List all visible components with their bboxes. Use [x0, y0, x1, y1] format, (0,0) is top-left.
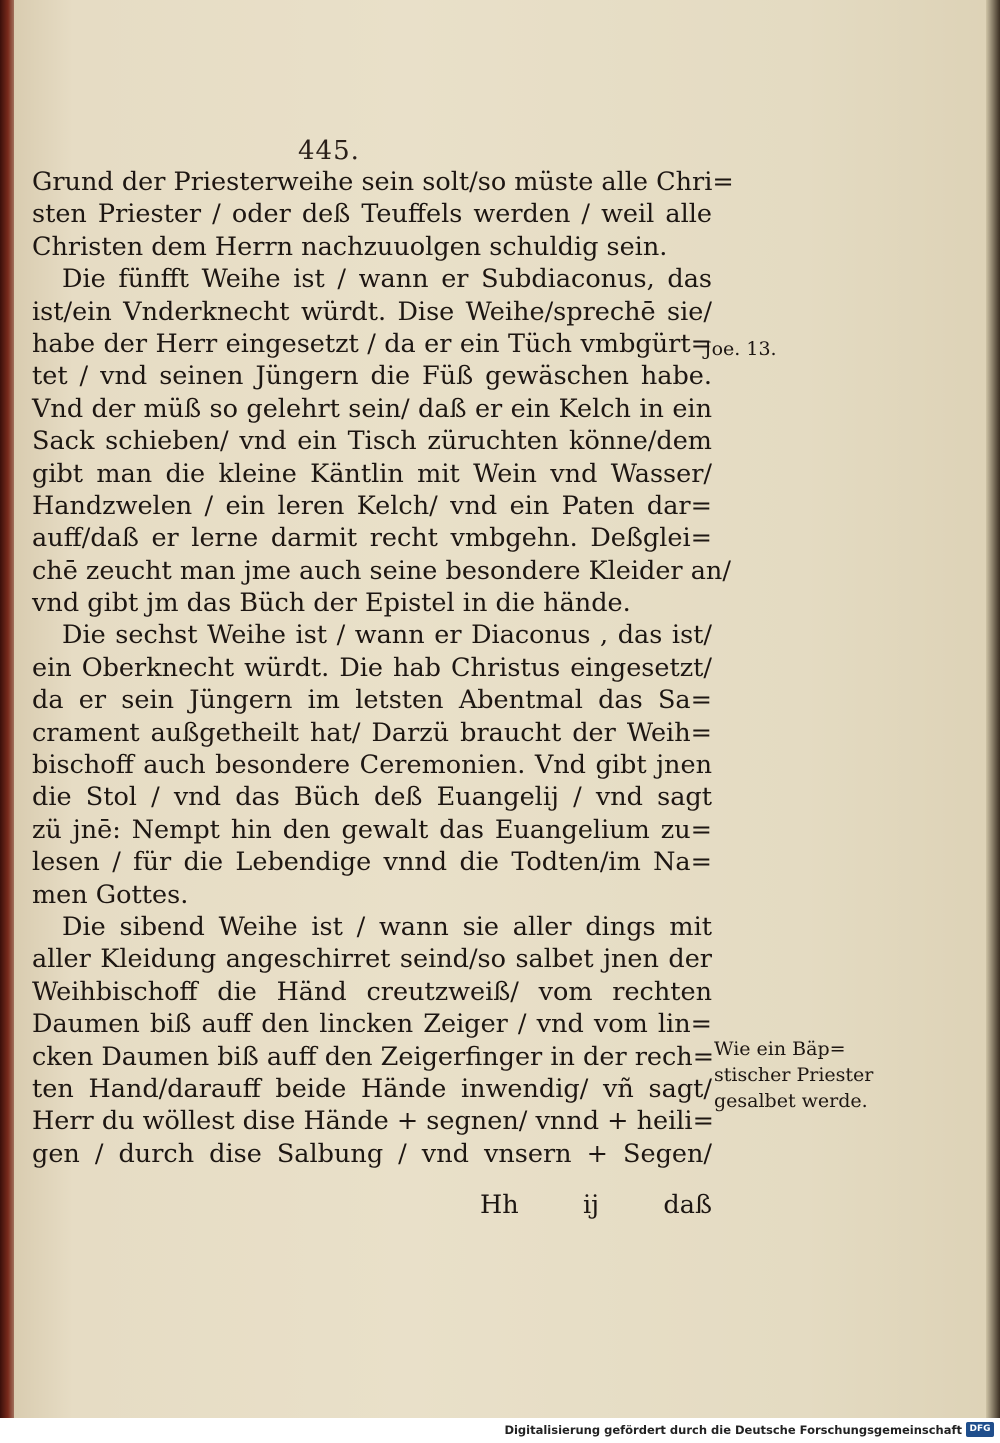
text-line: Vnd der müß so gelehrt sein/ daß er ein Kelch in ein	[32, 393, 712, 424]
text-line: Sack schieben/ vnd ein Tisch züruchten könne/dem	[32, 426, 712, 457]
text-line: chē zeucht man jme auch seine besondere Kleider an/	[32, 555, 731, 586]
page-number: 445.	[298, 136, 360, 166]
text-line: auff/daß er lerne darmit recht vmbgehn. Deßglei=	[32, 523, 712, 554]
text-line: die Stol / vnd das Büch deß Euangelij / vnd sagt	[32, 782, 712, 813]
text-line: ist/ein Vnderknecht würdt. Dise Weihe/sprechē sie/	[32, 296, 712, 327]
margin-note-priest	[714, 1036, 873, 1114]
text-line: cken Daumen biß auff den Zeigerfinger in der rech=	[32, 1041, 715, 1072]
page-right-edge	[986, 0, 1000, 1418]
text-line: Handzwelen / ein leren Kelch/ vnd ein Paten dar=	[32, 490, 712, 521]
text-line: Die fünfft Weihe ist / wann er Subdiaconus, das	[62, 264, 712, 295]
margin-note-line: gesalbet werde.	[714, 1090, 868, 1112]
text-line: ein Oberknecht würdt. Die hab Christus eingesetzt/	[32, 652, 712, 683]
text-line: Grund der Priesterweihe sein solt/so müste alle Chri=	[32, 167, 734, 197]
text-line: tet / vnd seinen Jüngern die Füß gewäschen habe.	[32, 361, 712, 392]
signature-mark: Hh	[480, 1190, 519, 1220]
text-line: Weihbischoff die Händ creutzweiß/ vom rechten	[32, 976, 712, 1007]
text-line: crament außgetheilt hat/ Darzü braucht der Weih=	[32, 717, 712, 748]
signature-number: ij	[583, 1190, 600, 1220]
margin-note-reference: Joe. 13.	[704, 338, 777, 360]
main-text-block	[32, 166, 734, 1170]
text-line: zü jnē: Nempt hin den gewalt das Euangelium zu=	[32, 814, 712, 845]
text-line: bischoff auch besondere Ceremonien. Vnd gibt jnen	[32, 750, 712, 781]
dfg-logo: DFG	[966, 1422, 994, 1437]
footer-bar	[0, 1418, 1000, 1443]
footer-credit: Digitalisierung gefördert durch die Deutsche Forschungsgemeinschaft	[504, 1423, 962, 1437]
text-line: da er sein Jüngern im letsten Abentmal das Sa=	[32, 685, 712, 716]
margin-note-line: Wie ein Bäp=	[714, 1038, 846, 1060]
text-line: Christen dem Herrn nachzuuolgen schuldig sein.	[32, 231, 668, 262]
text-line: gen / durch dise Salbung / vnd vnsern + Segen/	[32, 1138, 712, 1169]
text-line: Die sibend Weihe ist / wann sie aller dings mit	[62, 911, 712, 942]
margin-note-line: stischer Priester	[714, 1064, 874, 1086]
text-line: men Gottes.	[32, 879, 189, 910]
text-line: gibt man die kleine Käntlin mit Wein vnd Wasser/	[32, 458, 712, 489]
text-line: sten Priester / oder deß Teuffels werden / weil alle	[32, 199, 712, 230]
text-line: vnd gibt jm das Büch der Epistel in die hände.	[32, 588, 631, 619]
text-line: habe der Herr eingesetzt / da er ein Tüch vmbgürt=	[32, 328, 712, 359]
text-line: ten Hand/darauff beide Hände inwendig/ vñ sagt/	[32, 1073, 712, 1104]
text-line: Die sechst Weihe ist / wann er Diaconus , das ist/	[62, 620, 712, 651]
text-line: aller Kleidung angeschirret seind/so salbet jnen der	[32, 944, 712, 975]
text-line: lesen / für die Lebendige vnnd die Todten/im Na=	[32, 847, 712, 878]
text-line: Daumen biß auff den lincken Zeiger / vnd vom lin=	[32, 1009, 712, 1040]
catchword: daß	[663, 1190, 712, 1220]
text-line: Herr du wöllest dise Hände + segnen/ vnnd + heili=	[32, 1106, 714, 1137]
catchword-line	[480, 1190, 712, 1220]
